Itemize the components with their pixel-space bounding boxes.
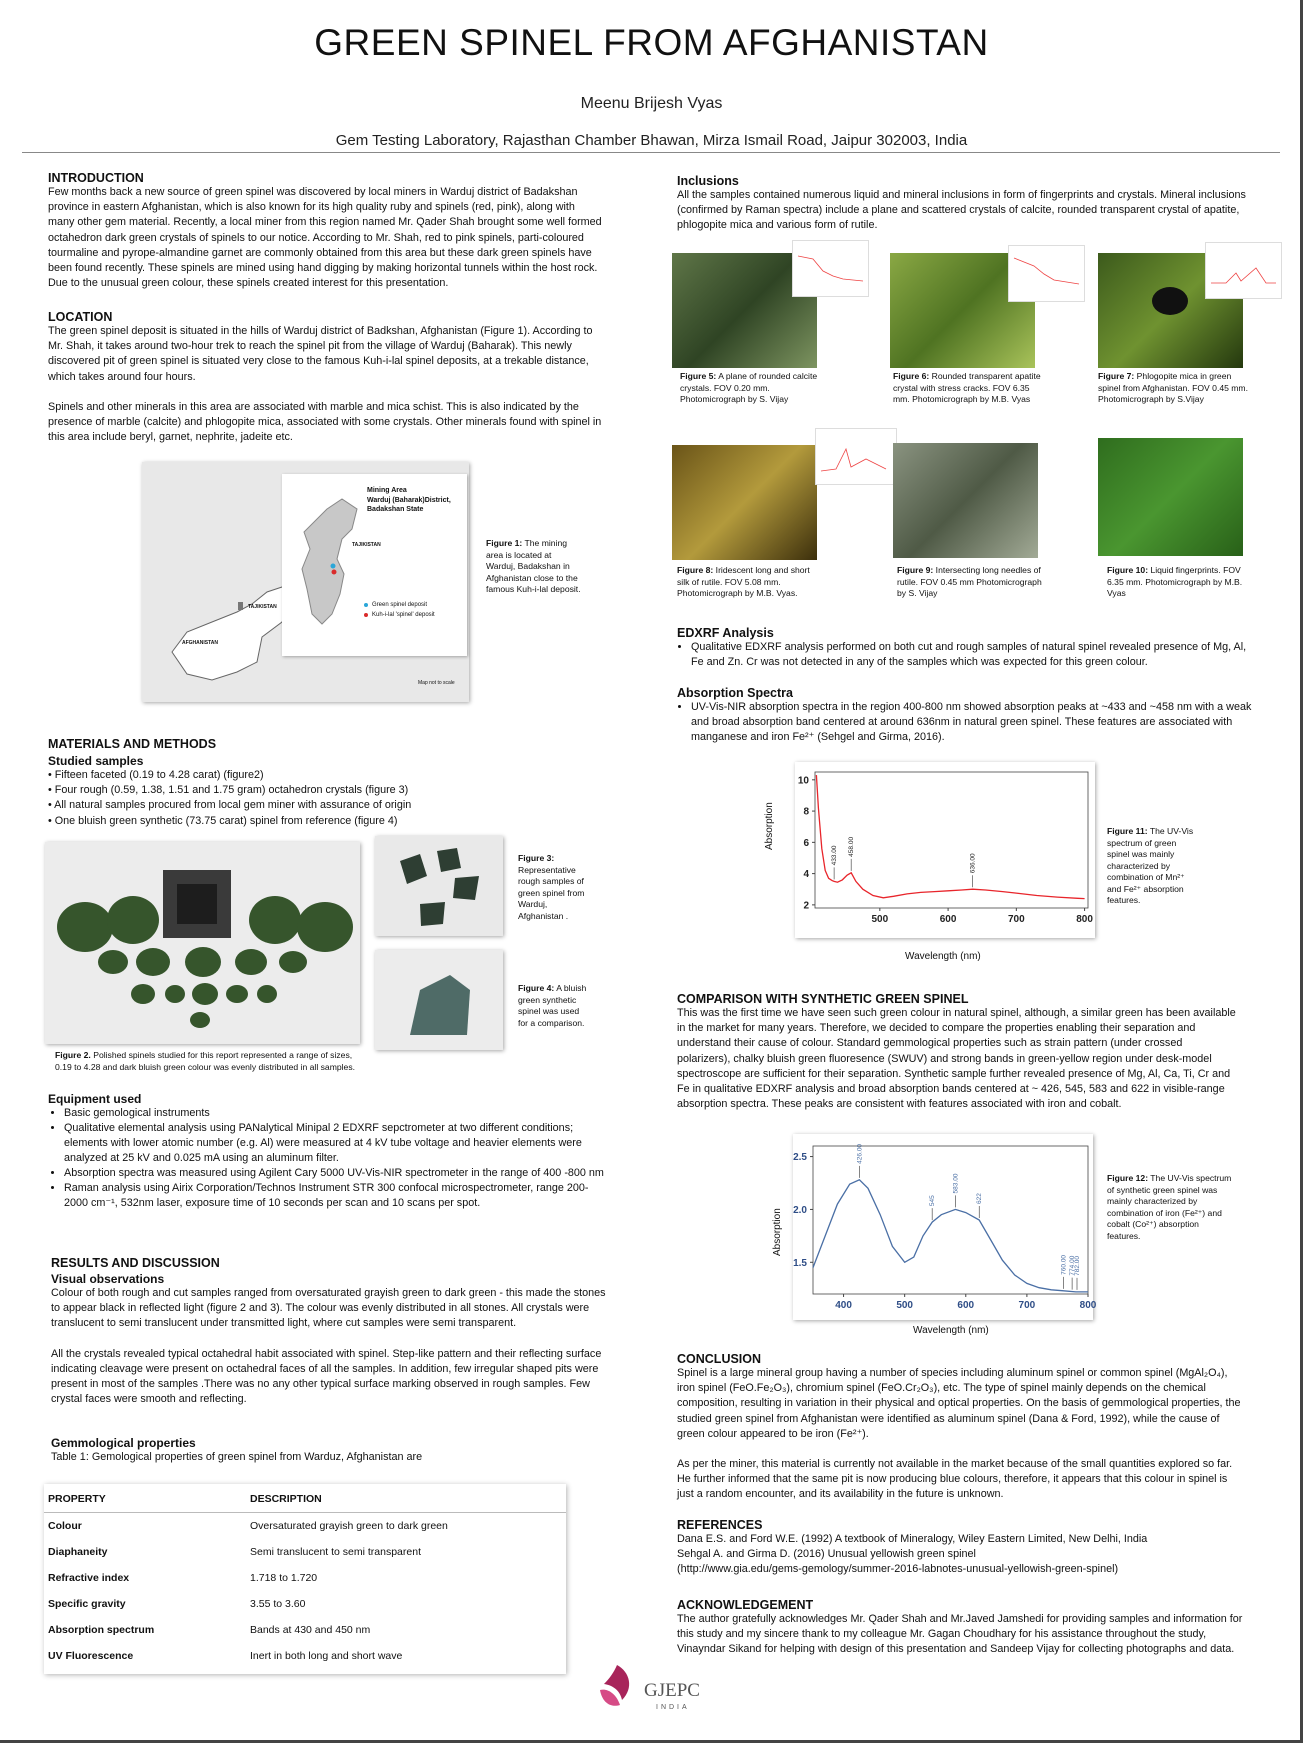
x-tick-label: 700 [1018,1300,1036,1311]
plot-area [815,772,1088,908]
edxrf-section [677,626,1252,670]
comparison-heading: COMPARISON WITH SYNTHETIC GREEN SPINEL [677,992,969,1006]
equipment-item: • Qualitative elemental analysis using PANalytical Minipal 2 EDXRF sepctrometer at two different conditions; elements with lower atomic number (e.g. Al) were measured at 4 kV tube voltage and heavier elements were analyzed at 25 kV and 0.025 mA using an aluminum filter. [64,1121,608,1166]
x-tick-label: 700 [1007,914,1025,925]
x-tick-label: 800 [1079,1300,1097,1311]
table-row: Specific gravity 3.55 to 3.60 [48,1598,306,1610]
table-row: Diaphaneity Semi translucent to semi transparent [48,1546,421,1558]
materials-section [48,737,608,829]
figure-2-caption: Figure 2. Polished spinels studied for this report represented a range of sizes, 0.19 to 4.28 and dark bluish green colour was evenly distributed in all samples. [55,1050,356,1072]
equipment-section [48,1092,608,1211]
properties-table-card [44,1484,566,1674]
comparison-text: This was the first time we have seen such green colour in natural spinel, although, a similar green has been available in the market for many years. Therefore, we decided to compare the properties enabling their separation and understand their cause of colour. Standard gemmological properties such as strain pattern (under crossed polarizers), chalky bluish green fluoresence (SWUV) and strong bands in green-yellow region under desk-model spectroscope are sufficient for their separation. Synthetic sample further revealed presence of Mg, Al, Ca, Ti, Cr and Fe in qualitative EDXRF analysis and broad absorption bands centered at ~ 426, 545, 583 and 622 in visible-range absorption spectra. These peaks are consistent with features associated with iron and cobalt. [677,1007,1236,1111]
figure-12-ylabel: Absorption [772,1208,783,1256]
map-scale-note: Map not to scale [418,680,455,686]
acknowledgement-heading: ACKNOWLEDGEMENT [677,1598,814,1612]
figure-10-photo [1098,438,1243,556]
figure-4-photo [375,950,503,1050]
spectrum-line [813,1180,1088,1292]
edxrf-heading: EDXRF Analysis [677,626,774,640]
map-label-tajikistan-inset: TAJIKISTAN [352,542,381,548]
peak-label: 622 [976,1193,984,1204]
location-heading: LOCATION [48,310,113,324]
y-tick-label: 10 [797,775,809,787]
x-tick-label: 600 [957,1300,975,1311]
sample-item-1: • Fifteen faceted (0.19 to 4.28 carat) (figure2) [48,769,264,781]
results-section [51,1256,606,1407]
peak-label: 458.00 [848,836,856,857]
synthetic-spinel-graphic [375,950,503,1050]
location-text-1: The green spinel deposit is situated in the hills of Warduj district of Badkshan, Afghanistan (Figure 1). According to Mr. Shah, it takes around two-hour trek to reach the spinel pit from the village of Warduj (Baharak). This newly discovered pit of green spinel is situated very close to the famous Kuh-i-lal spinel deposits, at a trekable distance, which takes around four hours. [48,325,593,383]
location-text-2: Spinels and other minerals in this area are associated with marble and mica schist. This is also indicated by the presence of marble (calcite) and phlogopite mica, associated with some crystals. Other minerals found with spinel in this area include beryl, garnet, nephrite, jadeite etc. [48,400,602,444]
map-label-tajikistan: TAJIKISTAN [248,604,277,610]
absorption-heading: Absorption Spectra [677,686,793,700]
peak-label: 433.00 [831,845,839,866]
map-inset-title: Mining Area Warduj (Baharak)District, Badakshan State [367,487,451,513]
table-1-caption: Table 1: Gemological properties of green spinel from Warduz, Afghanistan are [51,1451,423,1463]
y-tick-label: 6 [803,837,809,849]
figure-12-chart [793,1134,1097,1320]
results-heading: RESULTS AND DISCUSSION [51,1256,220,1270]
polished-spinels-graphic [45,842,360,1044]
y-tick-label: 2.0 [793,1204,807,1216]
equipment-item: • Absorption spectra was measured using Agilent Cary 5000 UV-Vis-NIR spectrometer in the range of 400 -800 nm [64,1166,608,1181]
figure-8-raman-inset [815,428,897,485]
location-section [48,310,603,445]
results-text-1: Colour of both rough and cut samples ranged from oversaturated grayish green to dark green - this made the stones to appear black in reflected light (figure 2 and 3). The colour was evenly distributed in all stones. All crystals were translucent to semi translucent under transmitted light, where cut samples were semi transparent. [51,1287,606,1330]
gjepc-logo [592,1660,702,1725]
rough-crystals-graphic [375,836,503,936]
figure-11-caption: Figure 11: The UV-Vis spectrum of green spinel was mainly characterized by combination of Mn²⁺ and Fe²⁺ absorption features. [1107,826,1194,905]
figure-1-caption: Figure 1: The mining area is located at Warduj, Badakshan in Afghanistan close to the famous Kuh-i-lal deposit. [486,538,581,594]
map-inset [282,474,467,656]
y-tick-label: 8 [803,806,809,818]
logo-subtext: INDIA [656,1704,690,1711]
y-tick-label: 1.5 [793,1257,807,1269]
x-tick-label: 500 [871,914,889,925]
figure-5-raman-inset [792,240,869,297]
figure-1-map [142,462,469,702]
inclusions-section [677,174,1252,234]
references-section [677,1518,1247,1578]
poster-title: GREEN SPINEL FROM AFGHANISTAN [314,22,989,63]
table-header-row [44,1486,566,1513]
affiliation: Gem Testing Laboratory, Rajasthan Chamber Bhawan, Mirza Ismail Road, Jaipur 302003, India [335,132,968,149]
acknowledgement-section [677,1598,1247,1658]
visual-observations-heading: Visual observations [51,1272,165,1286]
figure-11-chart [795,762,1095,938]
conclusion-text-2: As per the miner, this material is currently not available in the market because of the small quantities explored so far. He further informed that the same pit is now producing blue colours, therefore, it appears that this colour in spinel is just a random encounter, and its availability in the future is unknown. [677,1458,1233,1501]
references-heading: REFERENCES [677,1518,763,1532]
figure-6-raman-inset [1008,245,1085,302]
x-tick-label: 500 [896,1300,914,1311]
peak-label: 774.00 [1069,1255,1077,1276]
figure-8-photo [672,445,817,560]
introduction-text: Few months back a new source of green spinel was discovered by local miners in Warduj district of Badakshan province in eastern Afghanistan, which is also known for its high quality ruby and spinels (red, pink), along with many other gem material. Recently, a local miner from this region named Mr. Qader Shah brought some well formed octahedron dark green crystals of spinels to our notice. According to Mr. Shah, red to pink spinels, parti-coloured tourmaline and pyrope-almandine garnet are commonly obtained from this area but these dark green spinels have been found recently. These spinels are mined using hand digging by making horizontal tunnels within the host rock. Due to the unusual green colour, these spinels created interest for this presentation. [48,186,602,290]
column-header-property: PROPERTY [44,1486,246,1513]
gemmological-properties-section [51,1436,611,1465]
figure-3-caption: Figure 3: Representative rough samples of green spinel from Warduj, Afghanistan . [518,853,585,921]
gjepc-logo-icon [592,1660,642,1715]
figure-4-caption: Figure 4: A bluish green synthetic spinel was used for a comparison. [518,983,587,1028]
figure-11-ylabel: Absorption [764,802,775,850]
absorption-section [677,686,1252,745]
edxrf-text: • Qualitative EDXRF analysis performed on both cut and rough samples of natural spinel revealed presence of Mg, Al, Fe and Zn. Cr was not detected in any of the samples which was expected for this green colour. [691,640,1252,670]
peak-label: 782.00 [1074,1255,1081,1276]
figure-3-photo [375,836,503,936]
acknowledgement-text: The author gratefully acknowledges Mr. Qader Shah and Mr.Javed Jamshedi for providing samples and information for this study and my sincere thank to my colleague Mr. Gagan Choudhary for his assistance throughout the study, Vinayndar Sikand for helping with design of this presentation and Sandeep Vijay for collecting photographs and data. [677,1613,1243,1656]
figure-9-caption: Figure 9: Intersecting long needles of rutile. FOV 0.45 mm Photomicrograph by S. Vijay [897,565,1042,598]
column-header-description: DESCRIPTION [246,1486,566,1513]
kuh-i-lal-marker [332,570,337,575]
reference-item: Sehgal A. and Girma D. (2016) Unusual yellowish green spinel [677,1548,976,1561]
sample-item-2: • Four rough (0.59, 1.38, 1.51 and 1.75 gram) octahedron crystals (figure 3) [48,784,409,797]
figure-12-xlabel: Wavelength (nm) [913,1325,989,1336]
y-tick-label: 2.5 [793,1152,807,1164]
table-row: Refractive index 1.718 to 1.720 [48,1572,318,1584]
plot-area [813,1143,1088,1294]
peak-label: 760.00 [1060,1254,1068,1275]
figure-5-caption: Figure 5: A plane of rounded calcite crystals. FOV 0.20 mm. Photomicrograph by S. Vijay [680,371,818,404]
figure-11-chart-card [795,762,1095,938]
absorption-text: • UV-Vis-NIR absorption spectra in the region 400-800 nm showed absorption peaks at ~433 and ~458 nm with a weak and broad absorption band centered at around 636nm in natural green spinel. These features are associated with manganese and iron Fe²⁺ (Sehgel and Girma, 2016). [691,700,1252,745]
conclusion-heading: CONCLUSION [677,1352,762,1366]
table-row: Colour Oversaturated grayish green to dark green [48,1520,448,1532]
figure-12-chart-card [793,1134,1097,1320]
table-row: UV Fluorescence Inert in both long and short wave [48,1650,403,1662]
equipment-item: • Raman analysis using Airix Corporation/Technos Instrument STR 300 confocal microspectrometer, range 200-2000 cm⁻¹, 532nm laser, exposure time of 10 seconds per scan and 10 scans per spot. [64,1181,608,1211]
figure-9-photo [893,443,1038,558]
studied-samples-heading: Studied samples [48,754,144,768]
map-label-afghanistan: AFGHANISTAN [182,640,219,646]
peak-label: 636.00 [969,853,977,874]
figure-6-caption: Figure 6: Rounded transparent apatite crystal with stress cracks. FOV 6.35 mm. Photomicrograph by M.B. Vyas [893,371,1041,404]
figure-7-raman-inset [1205,242,1282,299]
materials-heading: MATERIALS AND METHODS [48,737,217,751]
x-tick-label: 600 [939,914,957,925]
comparison-section [677,992,1237,1112]
author: Meenu Brijesh Vyas [580,95,723,112]
map-legend-red: Kuh-i-lal 'spinel' deposit [372,612,435,618]
inclusions-text: All the samples contained numerous liquid and mineral inclusions in form of fingerprints and crystals. Mineral inclusions (confirmed by Raman spectra) include a plane and scattered crystals of calcite, rounded transparent crystal of apatite, phlogopite mica and various form of rutile. [677,189,1246,232]
conclusion-text-1: Spinel is a large mineral group having a number of species including aluminum spinel or common spinel (MgAl₂O₄), iron spinel (FeO.Fe₂O₃), chromium spinel (FeO.Cr₂O₃), etc. The type of spinel mainly depends on the chemical composition, resulting in variation in their physical and optical properties. On the basis of gemmological properties, the studied green spinel from Afghanistan were identified as aluminum spinel (Dana & Ford, 1992), while the cause of green colour appeared to be iron (Fe²⁺). [677,1367,1241,1440]
x-tick-label: 400 [835,1300,852,1311]
peak-label: 583.00 [952,1173,960,1194]
introduction-heading: INTRODUCTION [48,171,144,185]
sample-item-4: • One bluish green synthetic (73.75 carat) spinel from reference (figure 4) [48,814,398,827]
table-row: Absorption spectrum Bands at 430 and 450 nm [48,1624,371,1636]
logo-text: GJEPC [644,1680,700,1701]
figure-10-caption: Figure 10: Liquid fingerprints. FOV 6.35 mm. Photomicrograph by M.B. Vyas [1107,565,1243,598]
spectrum-line [816,775,1084,899]
results-text-2: All the crystals revealed typical octahedral habit associated with spinel. Step-like pattern and their reflecting surface indicating cleavage were present on octahedral faces of all the samples. In addition, few irregular shaped pits were present in most of the samples .There was no any other typical surface marking observed in rough samples. Few crystal faces were smooth and reflecting. [51,1347,602,1406]
gemmological-heading: Gemmological properties [51,1436,196,1450]
inclusions-heading: Inclusions [677,174,739,188]
figure-11-xlabel: Wavelength (nm) [905,951,981,962]
map-legend-green: Green spinel deposit [372,602,428,608]
green-spinel-marker [331,564,336,569]
properties-table [44,1486,566,1669]
x-tick-label: 800 [1076,914,1093,925]
reference-url[interactable]: (http://www.gia.edu/gems-gemology/summer-2016-labnotes-unusual-yellowish-green-spinel) [677,1563,1119,1576]
figure-12-caption: Figure 12: The UV-Vis spectrum of synthetic green spinel was mainly characterized by combination of iron (Fe²⁺) and cobalt (Co²⁺) absorption features. [1107,1173,1232,1241]
figure-2-photo [45,842,360,1044]
figure-8-caption: Figure 8: Iridescent long and short silk of rutile. FOV 5.08 mm. Photomicrograph by M.B. Vyas. [677,565,810,598]
conclusion-section [677,1352,1247,1503]
y-tick-label: 2 [803,900,809,912]
peak-label: 426.00 [856,1143,864,1164]
sample-item-3: • All natural samples procured from local gem miner with assurance of origin [48,799,412,812]
equipment-heading: Equipment used [48,1092,142,1106]
peak-label: 545 [929,1195,937,1207]
equipment-item: • Basic gemological instruments [64,1106,608,1121]
figure-7-caption: Figure 7: Phlogopite mica in green spinel from Afghanistan. FOV 0.45 mm. Photomicrograph by S.Vijay [1098,371,1248,404]
y-tick-label: 4 [803,869,809,881]
header-divider [22,152,1280,153]
introduction-section [48,171,603,291]
reference-item: Dana E.S. and Ford W.E. (1992) A textbook of Mineralogy, Wiley Eastern Limited, New Delhi, India [677,1533,1148,1545]
